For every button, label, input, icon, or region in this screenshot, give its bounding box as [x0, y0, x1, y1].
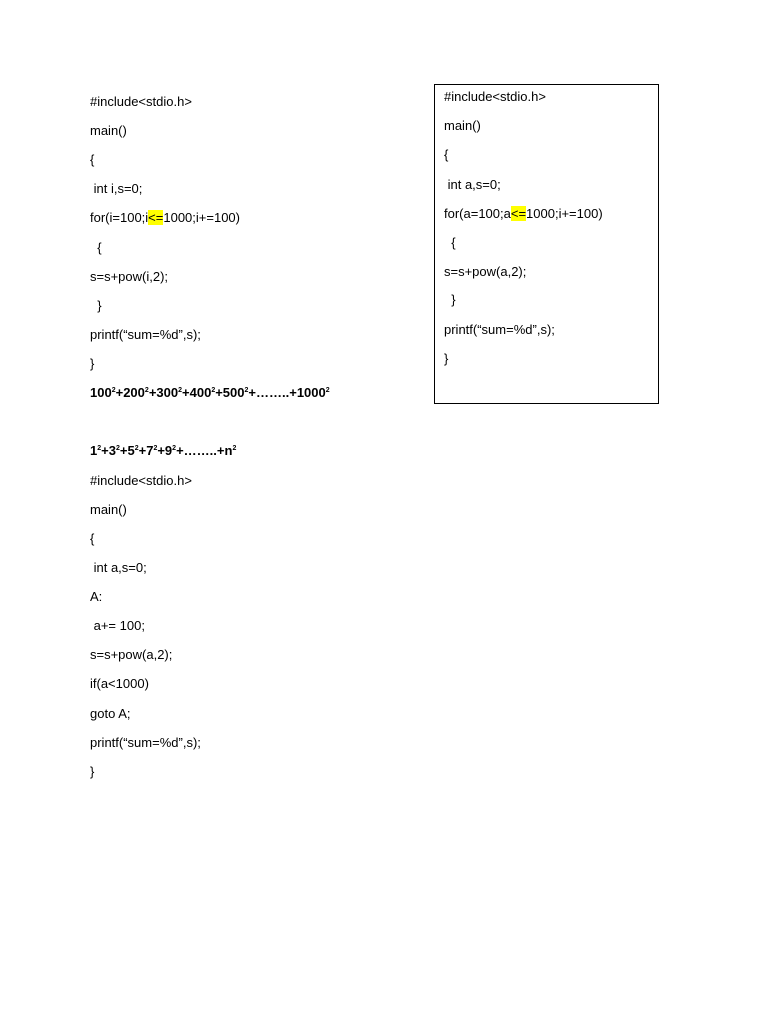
code-line-printf: printf(“sum=%d”,s); [90, 327, 201, 342]
code-line-close-brace: } [444, 351, 449, 366]
for-prefix: for(a=100;a [444, 206, 511, 221]
code-line-main: main() [90, 502, 127, 517]
code-line-label: A: [90, 589, 103, 604]
code-line-inner-open: { [444, 235, 456, 250]
code-line-printf: printf(“sum=%d”,s); [90, 735, 201, 750]
code-line-close-brace: } [90, 356, 95, 371]
code-line-inner-close: } [90, 298, 102, 313]
code-line-main: main() [90, 123, 127, 138]
code-line-increment: a+= 100; [90, 618, 145, 633]
code-line-inner-close: } [444, 292, 456, 307]
code-line-for [444, 206, 603, 222]
highlighted-operator: <= [148, 210, 164, 225]
code-line-close-brace: } [90, 764, 95, 779]
code-line-main: main() [444, 118, 481, 133]
code-line-body: s=s+pow(a,2); [90, 647, 173, 662]
for-prefix: for(i=100;i [90, 210, 149, 225]
code-line-declaration: int a,s=0; [90, 560, 147, 575]
code-line-include: #include<stdio.h> [444, 89, 546, 104]
code-line-for [90, 210, 240, 226]
code-line-declaration: int i,s=0; [90, 181, 143, 196]
code-line-include: #include<stdio.h> [90, 94, 192, 109]
code-line-printf: printf(“sum=%d”,s); [444, 322, 555, 337]
code-line-inner-open: { [90, 240, 102, 255]
for-suffix: 1000;i+=100) [526, 206, 603, 221]
for-suffix: 1000;i+=100) [163, 210, 240, 225]
series-expression-1: $100^2+200^2+300^2+400^2+500^2+\dots\dots..+1000^2$ [90, 385, 330, 400]
code-line-condition: if(a<1000) [90, 676, 149, 691]
code-line-body: s=s+pow(a,2); [444, 264, 527, 279]
code-line-open-brace: { [90, 531, 95, 546]
code-line-body: s=s+pow(i,2); [90, 269, 169, 284]
series-expression-2: $1^2+3^2+5^2+7^2+9^2+\dots\dots..+n^2$ [90, 443, 237, 458]
code-line-goto: goto A; [90, 706, 131, 721]
code-line-open-brace: { [90, 152, 95, 167]
code-line-include: #include<stdio.h> [90, 473, 192, 488]
code-line-declaration: int a,s=0; [444, 177, 501, 192]
code-line-open-brace: { [444, 147, 449, 162]
highlighted-operator: <= [510, 206, 527, 221]
